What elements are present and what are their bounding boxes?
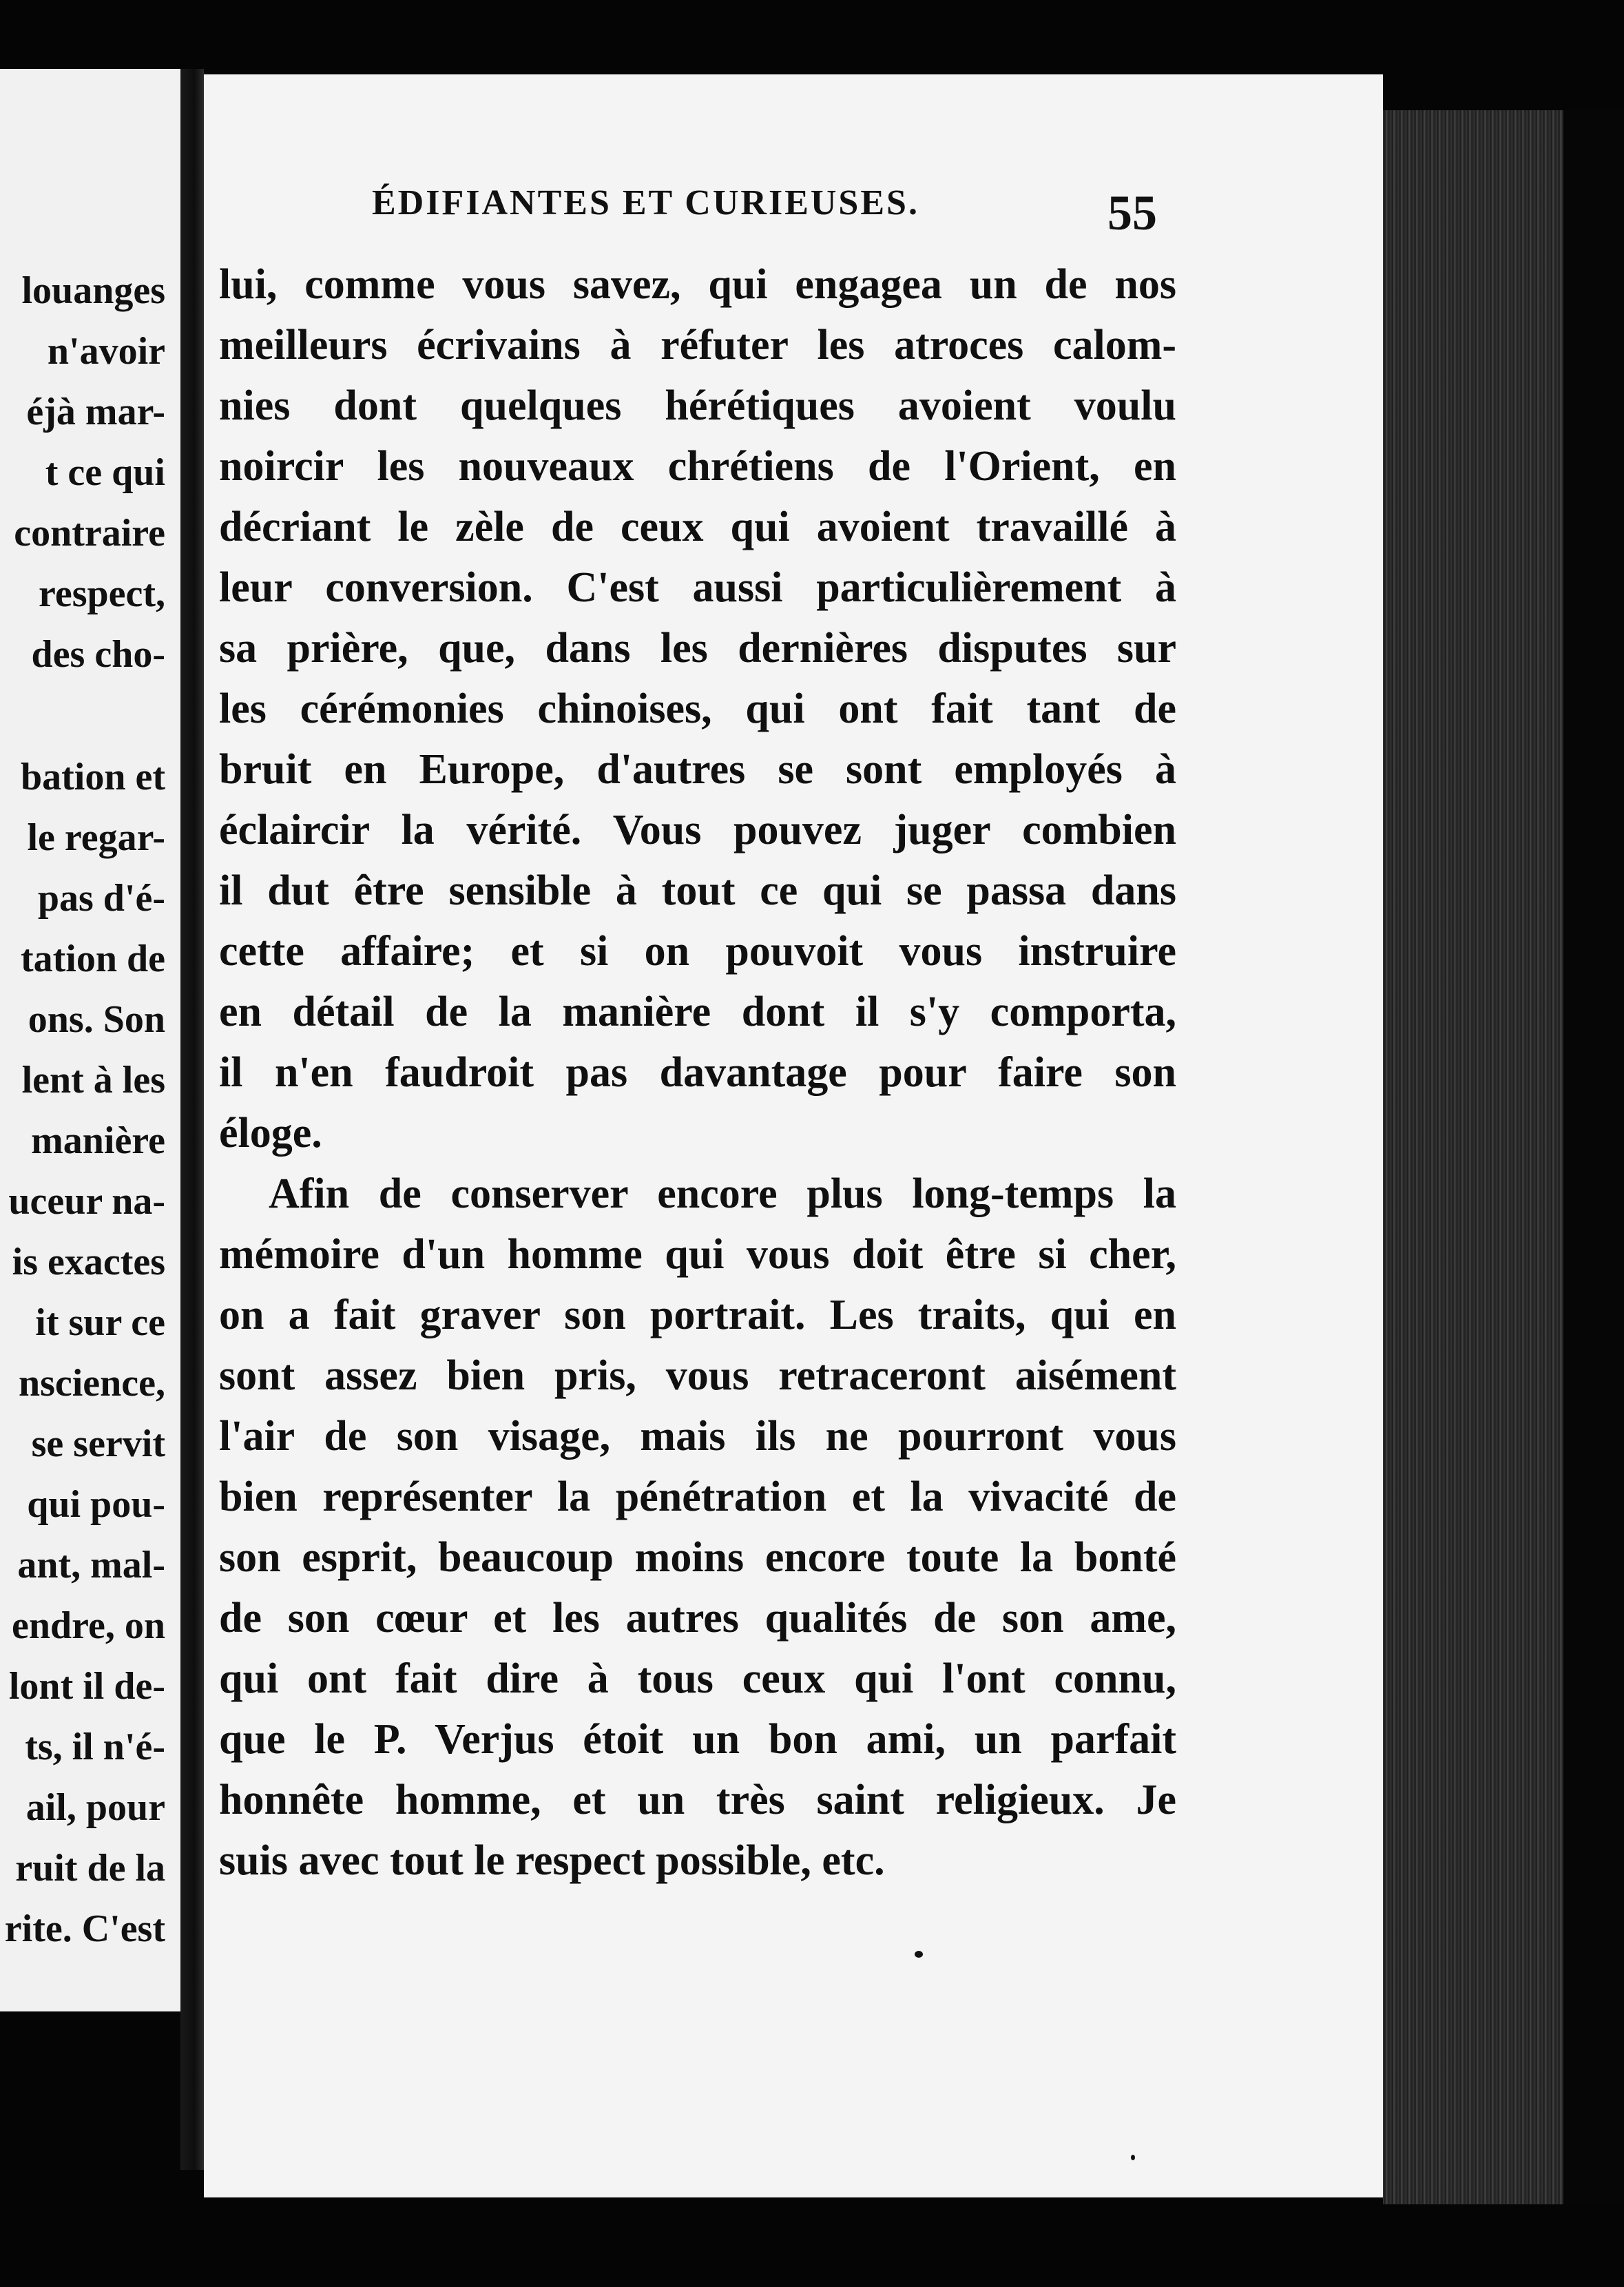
body-line: Afin de conserver encore plus long-temps la: [269, 1170, 1176, 1217]
left-line: ons. Son: [28, 998, 165, 1041]
body-line: cette affaire; et si on pouvoit vous instruire: [219, 928, 1176, 975]
body-line: en détail de la manière dont il s'y comporta,: [219, 989, 1176, 1035]
left-line: lont il de-: [8, 1665, 165, 1708]
body-line: bruit en Europe, d'autres se sont employés à: [219, 746, 1176, 793]
body-line: honnête homme, et un très saint religieux. Je: [219, 1777, 1176, 1823]
body-line: son esprit, beaucoup moins encore toute la bonté: [219, 1534, 1176, 1581]
left-line: contraire: [14, 512, 165, 555]
running-head: ÉDIFIANTES ET CURIEUSES.: [372, 183, 919, 223]
left-line: it sur ce: [35, 1301, 165, 1344]
left-line: tation de: [21, 938, 165, 980]
left-line: is exactes: [12, 1241, 165, 1283]
book-gutter: [180, 69, 204, 2170]
left-line: ant, mal-: [17, 1544, 165, 1586]
body-line: lui, comme vous savez, qui engagea un de nos: [219, 261, 1176, 308]
page-number: 55: [1107, 185, 1157, 240]
scan-edge-shadow: [1563, 110, 1624, 2204]
ink-speck: [1131, 2155, 1135, 2160]
left-line: louanges: [21, 269, 165, 312]
body-line: sont assez bien pris, vous retraceront aisément: [219, 1352, 1176, 1399]
left-line: uceur na-: [8, 1180, 165, 1223]
left-line: nscience,: [18, 1362, 165, 1405]
body-line: que le P. Verjus étoit un bon ami, un parfait: [219, 1716, 1176, 1763]
body-line: suis avec tout le respect possible, etc.: [219, 1837, 885, 1884]
left-line: des cho-: [31, 633, 165, 676]
left-line: ruit de la: [15, 1847, 165, 1890]
left-line: se servit: [31, 1422, 165, 1465]
body-line: meilleurs écrivains à réfuter les atroces calom-: [219, 322, 1176, 369]
body-line: bien représenter la pénétration et la vivacité de: [219, 1473, 1176, 1520]
left-line: manière: [31, 1119, 165, 1162]
body-line: il dut être sensible à tout ce qui se passa dans: [219, 867, 1176, 914]
body-line: il n'en faudroit pas davantage pour faire son: [219, 1049, 1176, 1096]
body-line: de son cœur et les autres qualités de son ame,: [219, 1595, 1176, 1642]
left-page-fragment: [0, 69, 180, 2011]
body-line: décriant le zèle de ceux qui avoient travaillé à: [219, 504, 1176, 550]
body-line: leur conversion. C'est aussi particulièrement à: [219, 564, 1176, 611]
left-line: qui pou-: [27, 1483, 165, 1526]
body-line: qui ont fait dire à tous ceux qui l'ont connu,: [219, 1655, 1176, 1702]
body-line: nies dont quelques hérétiques avoient voulu: [219, 382, 1176, 429]
body-line: mémoire d'un homme qui vous doit être si cher,: [219, 1231, 1176, 1278]
left-line: rite. C'est: [4, 1907, 165, 1950]
left-line: t ce qui: [45, 451, 165, 494]
left-line: bation et: [21, 756, 165, 798]
left-line: ts, il n'é-: [25, 1726, 165, 1768]
body-line: éloge.: [219, 1110, 322, 1157]
left-line: le regar-: [27, 816, 165, 859]
body-line: les cérémonies chinoises, qui ont fait tant de: [219, 685, 1176, 732]
body-line: on a fait graver son portrait. Les traits, qui en: [219, 1292, 1176, 1338]
body-line: l'air de son visage, mais ils ne pourront vous: [219, 1413, 1176, 1460]
left-line: n'avoir: [47, 330, 165, 373]
left-line: ail, pour: [25, 1786, 165, 1829]
body-line: sa prière, que, dans les dernières disputes sur: [219, 625, 1176, 672]
body-line: noircir les nouveaux chrétiens de l'Orient, en: [219, 443, 1176, 490]
body-line: éclaircir la vérité. Vous pouvez juger combien: [219, 807, 1176, 853]
left-line: éjà mar-: [26, 391, 165, 433]
page-fore-edge: [1383, 110, 1590, 2204]
left-line: lent à les: [21, 1059, 165, 1101]
left-line: endre, on: [12, 1604, 165, 1647]
ink-speck: [915, 1951, 923, 1958]
left-line: respect,: [39, 572, 165, 615]
left-line: pas d'é-: [37, 877, 165, 920]
